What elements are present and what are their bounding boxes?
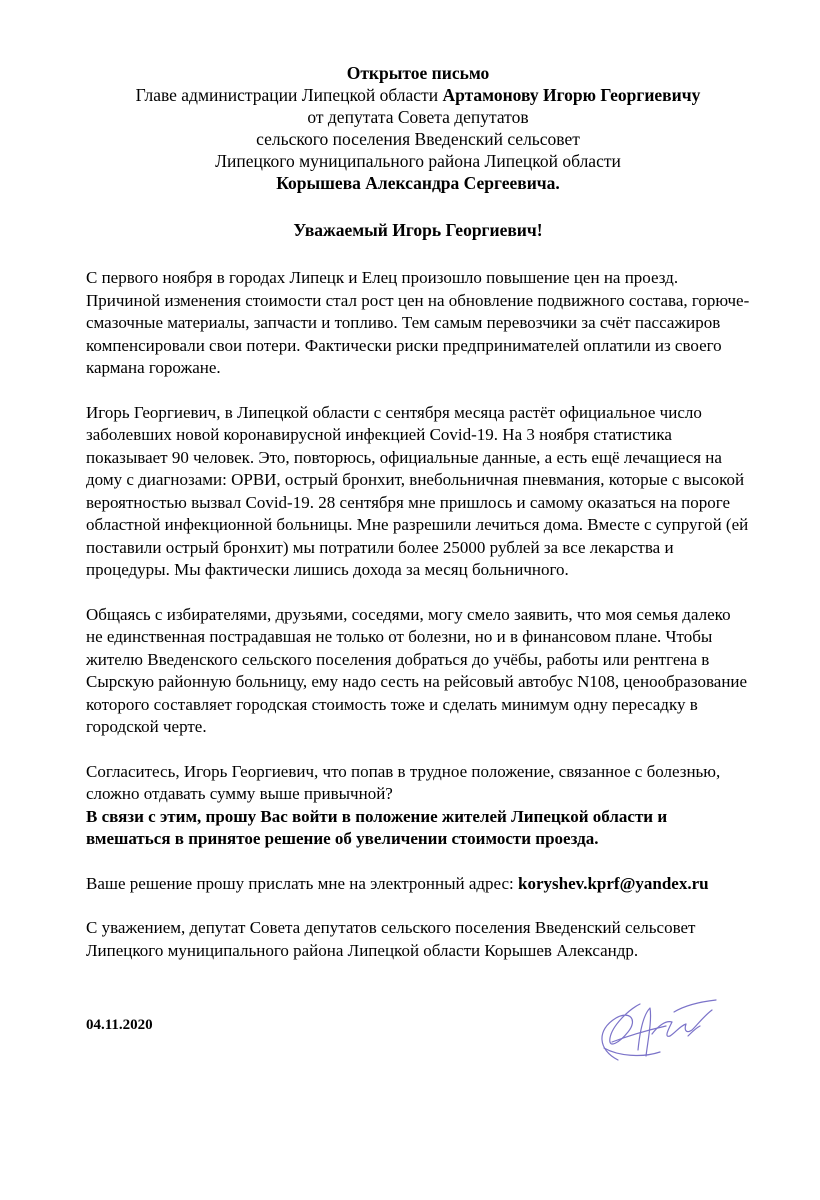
closing-paragraph: С уважением, депутат Совета депутатов сельского поселения Введенский сельсовет Липецкого муниципального района Липецкой области Корышев Александр. [86,918,696,960]
letter-date: 04.11.2020 [86,1017,153,1033]
paragraph-1: С первого ноября в городах Липецк и Елец произошло повышение цен на проезд. Причиной изменения стоимости стал рост цен на обновление подвижного состава, горюче-смазочные материалы, запчасти и топливо. Тем самым перевозчики за счёт пассажиров компенсировали свои потери. Фактически риски предпринимателей оплатили из своего кармана горожане. [86,268,750,377]
signature-image [588,990,728,1070]
paragraph-3: Общаясь с избирателями, друзьями, соседями, могу смело заявить, что моя семья далеко не единственная пострадавшая не только от болезни, но и в финансовом плане. Чтобы жителю Введенского сельского поселения добраться до учёбы, работы или рентгена в Сырскую районную больницу, ему надо сесть на рейсовый автобус N108, ценообразование которого составляет городская стоимость тоже и сделать минимум одну пересадку в городской черте. [86,604,748,736]
addressee-name: Артамонову Игорю Георгиевичу [442,85,701,105]
letter-title: Открытое письмо [346,63,490,83]
paragraph-4-plain: Согласитесь, Игорь Георгиевич, что попав в трудное положение, связанное с болезнью, сложно отдавать сумму выше привычной? [86,761,721,803]
salutation: Уважаемый Игорь Георгиевич! [293,220,543,240]
paragraph-2: Игорь Георгиевич, в Липецкой области с сентября месяца растёт официальное число заболевших новой коронавирусной инфекцией Covid-19. На 3 ноября статистика показывает 90 человек. Это, повторюсь, официальные данные, а есть ещё лечащиеся на дому с диагнозами: ОРВИ, острый бронхит, внебольничная пневмания, которые с высокой вероятностью вызвал Covid-19. 28 сентября мне пришлось и самому оказаться на пороге областной инфекционной больницы. Мне разрешили лечиться дома. Вместе с супругой (ей поставили острый бронхит) мы потратили более 25000 рублей за все лекарства и процедуры. Мы фактически лишись дохода за месяц больничного. [86,402,749,579]
from-line-1: от депутата Совета депутатов [307,107,529,127]
from-line-2: сельского поселения Введенский сельсовет [256,129,580,149]
letter-header [86,62,750,194]
from-line-3: Липецкого муниципального района Липецкой области [215,151,621,171]
addressee-prefix: Главе администрации Липецкой области [135,85,443,105]
email-prefix: Ваше решение прошу прислать мне на электронный адрес: [86,873,519,893]
paragraph-4-request: В связи с этим, прошу Вас войти в положение жителей Липецкой области и вмешаться в принятое решение об увеличении стоимости проезда. [86,806,668,848]
addressee-line [86,84,750,106]
sender-name: Корышева Александра Сергеевича. [276,173,560,193]
paragraph-4 [86,761,751,851]
email-address[interactable]: koryshev.kprf@yandex.ru [518,873,709,893]
email-paragraph [86,873,751,896]
